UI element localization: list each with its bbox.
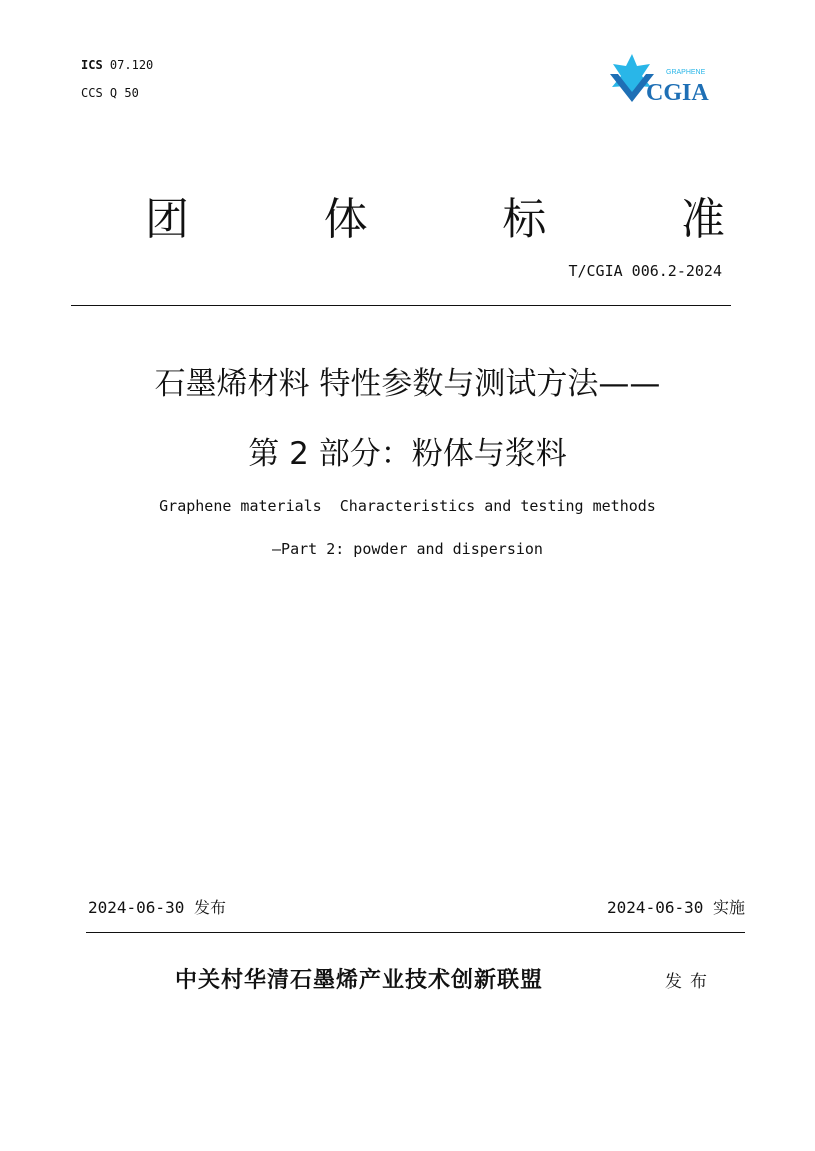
footer-divider xyxy=(86,932,745,933)
title-english-line-2: —Part 2: powder and dispersion xyxy=(272,540,543,558)
title-chinese-line-1: 石墨烯材料 特性参数与测试方法—— xyxy=(154,366,661,402)
title-english-line-1: Graphene materials Characteristics and testing methods xyxy=(159,497,656,515)
ics-number: 07.120 xyxy=(109,58,154,72)
implementation-date: 2024-06-30 实施 xyxy=(607,898,745,917)
standard-type-char: 体 xyxy=(323,194,368,245)
publisher-label: 发布 xyxy=(665,972,715,992)
standard-type-heading xyxy=(145,194,725,245)
standard-type-char: 准 xyxy=(680,194,725,245)
publish-date: 2024-06-30 发布 xyxy=(88,898,226,917)
standard-type-char: 标 xyxy=(502,194,547,245)
standard-number: T/CGIA 006.2-2024 xyxy=(568,262,722,280)
title-chinese-line-2: 第 2 部分：粉体与浆料 xyxy=(248,436,567,472)
publisher-name: 中关村华清石墨烯产业技术创新联盟 xyxy=(175,968,544,993)
logo-brand: CGIA xyxy=(646,80,709,104)
ccs-code: CCS Q 50 xyxy=(81,86,139,100)
standard-type-char: 团 xyxy=(145,194,189,245)
ics-code xyxy=(81,58,153,72)
header-divider xyxy=(71,305,731,306)
logo-subtitle: GRAPHENE xyxy=(666,69,706,76)
ics-label: ICS xyxy=(81,58,103,72)
cgia-logo xyxy=(606,52,721,104)
